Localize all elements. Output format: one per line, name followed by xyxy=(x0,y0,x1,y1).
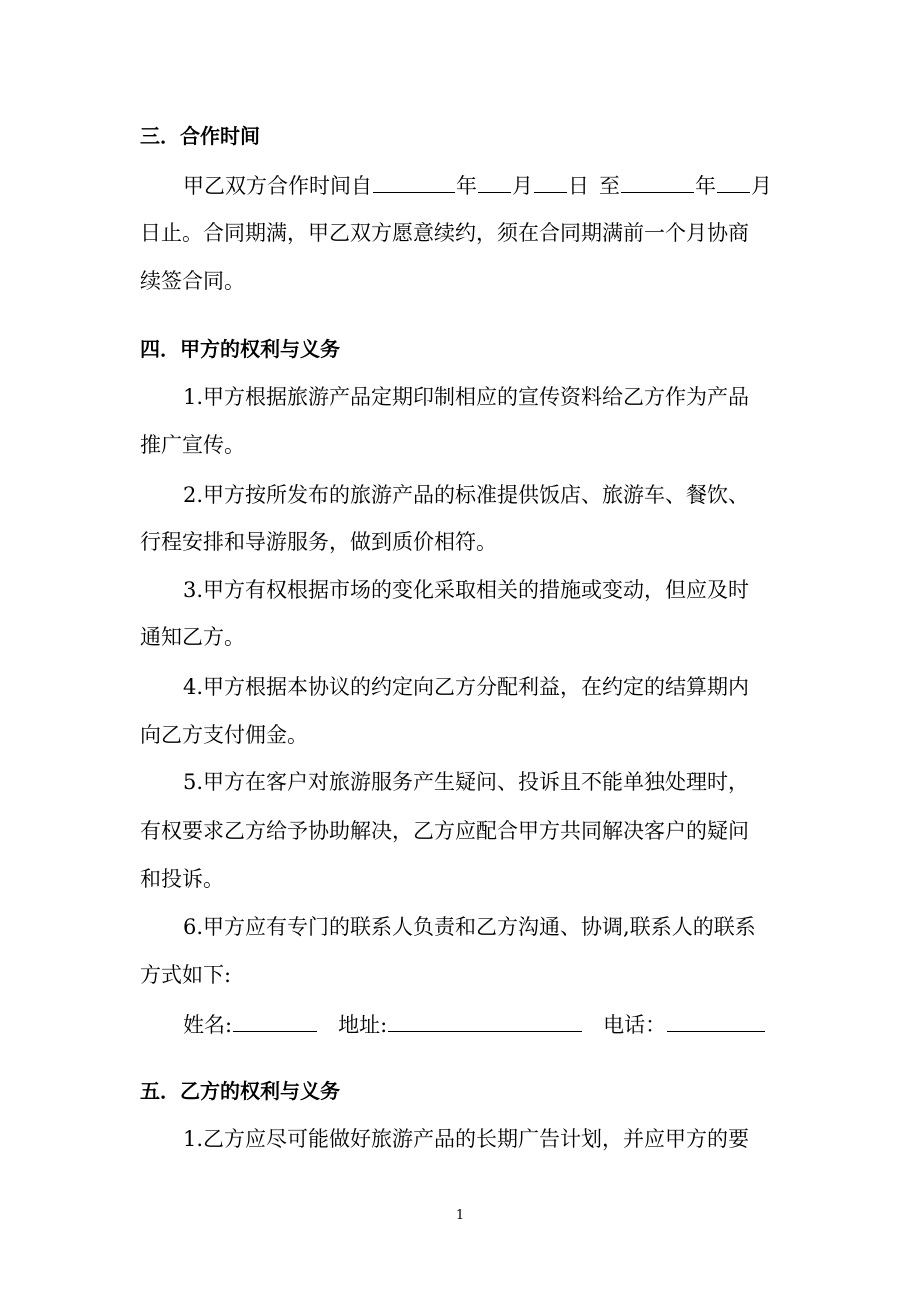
to-label: 至 xyxy=(599,174,620,198)
section-5-item-1-line-1: 1.乙方应尽可能做好旅游产品的长期广告计划，并应甲方的要 xyxy=(183,1127,750,1151)
start-day-blank[interactable] xyxy=(534,170,567,193)
end-month-label: 月 xyxy=(751,174,772,198)
end-year-label: 年 xyxy=(695,174,716,198)
start-year-blank[interactable] xyxy=(373,170,455,193)
section-4-item-1-line-2: 推广宣传。 xyxy=(140,433,245,457)
section-3-heading: 三．合作时间 xyxy=(140,124,260,148)
section-4-item-3-line-1: 3.甲方有权根据市场的变化采取相关的措施或变动，但应及时 xyxy=(183,578,750,602)
contact-info-line xyxy=(183,1009,766,1040)
cooperation-period-prefix: 甲乙双方合作时间自 xyxy=(183,174,372,198)
contact-name-blank[interactable] xyxy=(233,1009,317,1032)
section-4-item-1-line-1: 1.甲方根据旅游产品定期印制相应的宣传资料给乙方作为产品 xyxy=(183,385,750,409)
section-4-heading: 四．甲方的权利与义务 xyxy=(140,337,340,361)
section-4-item-5-line-2: 有权要求乙方给予协助解决，乙方应配合甲方共同解决客户的疑问 xyxy=(140,819,749,843)
section-4-item-4-line-2: 向乙方支付佣金。 xyxy=(140,723,308,747)
contact-address-blank[interactable] xyxy=(388,1009,582,1032)
start-year-label: 年 xyxy=(456,174,477,198)
section-4-item-5-line-1: 5.甲方在客户对旅游服务产生疑问、投诉且不能单独处理时， xyxy=(183,770,750,794)
section-4-item-6-line-2: 方式如下: xyxy=(140,963,232,987)
section-4-item-5-line-3: 和投诉。 xyxy=(140,867,224,891)
section-4-item-4-line-1: 4.甲方根据本协议的约定向乙方分配利益，在约定的结算期内 xyxy=(183,675,750,699)
section-3-paragraph-line-1 xyxy=(183,170,772,201)
section-3-paragraph-line-2: 日止。合同期满，甲乙双方愿意续约，须在合同期满前一个月协商 xyxy=(140,221,749,245)
section-4-item-3-line-2: 通知乙方。 xyxy=(140,625,245,649)
start-month-label: 月 xyxy=(512,174,533,198)
page-number: 1 xyxy=(455,1208,465,1223)
section-5-heading: 五．乙方的权利与义务 xyxy=(140,1079,340,1103)
contact-phone-blank[interactable] xyxy=(667,1009,765,1032)
section-4-item-2-line-1: 2.甲方按所发布的旅游产品的标准提供饭店、旅游车、餐饮、 xyxy=(183,483,750,507)
start-month-blank[interactable] xyxy=(478,170,511,193)
start-day-label: 日 xyxy=(568,174,589,198)
end-month-blank[interactable] xyxy=(717,170,750,193)
contact-name-label: 姓名: xyxy=(183,1013,233,1037)
section-4-item-6-line-1: 6.甲方应有专门的联系人负责和乙方沟通、协调,联系人的联系 xyxy=(183,915,756,939)
contact-phone-label: 电话： xyxy=(603,1013,667,1037)
end-year-blank[interactable] xyxy=(621,170,694,193)
section-4-item-2-line-2: 行程安排和导游服务，做到质价相符。 xyxy=(140,530,497,554)
contact-address-label: 地址: xyxy=(338,1013,388,1037)
section-3-paragraph-line-3: 续签合同。 xyxy=(140,269,245,293)
